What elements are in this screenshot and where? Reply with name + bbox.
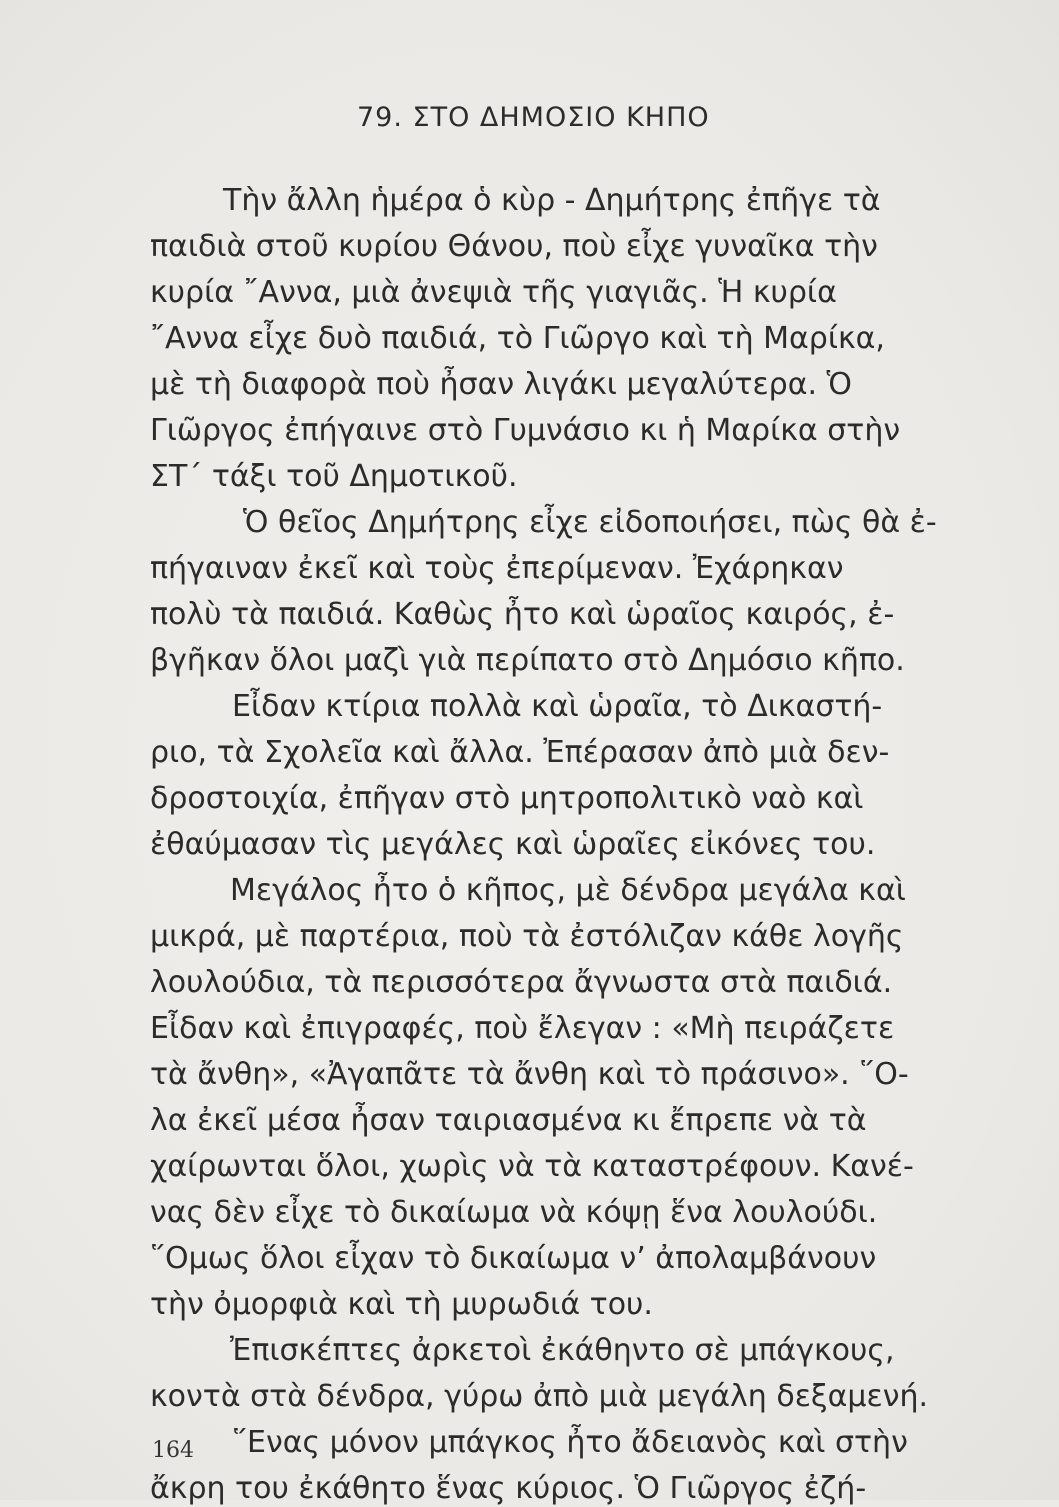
text-line: Ὁ θεῖος Δημήτρης εἶχε εἰδοποιήσει, πὼς θὰ ἐ-: [243, 505, 937, 540]
text-line: ῞Ομως ὅλοι εἶχαν τὸ δικαίωμα ν’ ἀπολαμβάνουν: [150, 1241, 877, 1276]
text-line: τὰ ἄνθη», «Ἀγαπᾶτε τὰ ἄνθη καὶ τὸ πράσινο». ῞Ο-: [150, 1057, 909, 1092]
chapter-title: 79. ΣΤΟ ΔΗΜΟΣΙΟ ΚΗΠΟ: [357, 102, 710, 133]
text-line: τὴν ὀμορφιὰ καὶ τὴ μυρωδιά του.: [150, 1287, 653, 1322]
text-line: κυρία ῎Αννα, μιὰ ἀνεψιὰ τῆς γιαγιᾶς. Ἡ κυρία: [150, 275, 837, 310]
text-line: ῞Ενας μόνον μπάγκος ἦτο ἄδειανὸς καὶ στὴν: [232, 1425, 908, 1460]
text-line: ῎Αννα εἶχε δυὸ παιδιά, τὸ Γιῶργο καὶ τὴ Μαρίκα,: [150, 321, 885, 356]
text-line: πολὺ τὰ παιδιά. Καθὼς ἦτο καὶ ὡραῖος καιρός, ἐ-: [150, 597, 895, 632]
text-line: παιδιὰ στοῦ κυρίου Θάνου, ποὺ εἶχε γυναῖκα τὴν: [150, 229, 878, 264]
text-line: λα ἐκεῖ μέσα ἦσαν ταιριασμένα κι ἔπρεπε νὰ τὰ: [150, 1103, 867, 1138]
text-line: κοντὰ στὰ δένδρα, γύρω ἀπὸ μιὰ μεγάλη δεξαμενή.: [150, 1379, 929, 1414]
text-line: λουλούδια, τὰ περισσότερα ἄγνωστα στὰ παιδιά.: [150, 965, 893, 1000]
page-number: 164: [152, 1438, 194, 1463]
text-line: ἄκρη του ἐκάθητο ἕνας κύριος. Ὁ Γιῶργος ἐζή-: [150, 1471, 867, 1506]
text-line: ΣΤ΄ τάξι τοῦ Δημοτικοῦ.: [150, 459, 518, 494]
text-line: Γιῶργος ἐπήγαινε στὸ Γυμνάσιο κι ἡ Μαρίκα στὴν: [150, 413, 901, 448]
text-line: Τὴν ἄλλη ἡμέρα ὁ κὺρ - Δημήτρης ἐπῆγε τὰ: [223, 183, 881, 218]
text-line: πήγαιναν ἐκεῖ καὶ τοὺς ἐπερίμεναν. Ἐχάρηκαν: [150, 551, 844, 586]
text-line: Ἐπισκέπτες ἀρκετοὶ ἐκάθηντο σὲ μπάγκους,: [230, 1333, 895, 1368]
text-line: ἐθαύμασαν τὶς μεγάλες καὶ ὡραῖες εἰκόνες του.: [150, 827, 876, 862]
text-line: δροστοιχία, ἐπῆγαν στὸ μητροπολιτικὸ ναὸ καὶ: [150, 781, 864, 816]
text-line: χαίρωνται ὅλοι, χωρὶς νὰ τὰ καταστρέφουν. Κανέ-: [150, 1149, 914, 1184]
text-line: ριο, τὰ Σχολεῖα καὶ ἄλλα. Ἐπέρασαν ἀπὸ μιὰ δεν-: [150, 735, 890, 770]
text-line: νας δὲν εἶχε τὸ δικαίωμα νὰ κόψῃ ἕνα λουλούδι.: [150, 1195, 878, 1230]
text-line: μὲ τὴ διαφορὰ ποὺ ἦσαν λιγάκι μεγαλύτερα. Ὁ: [150, 367, 852, 402]
text-line: μικρά, μὲ παρτέρια, ποὺ τὰ ἐστόλιζαν κάθε λογῆς: [150, 919, 904, 954]
text-line: Εἶδαν κτίρια πολλὰ καὶ ὡραῖα, τὸ Δικαστή-: [232, 689, 883, 724]
text-line: βγῆκαν ὅλοι μαζὶ γιὰ περίπατο στὸ Δημόσιο κῆπο.: [150, 643, 905, 678]
text-line: Μεγάλος ἦτο ὁ κῆπος, μὲ δένδρα μεγάλα καὶ: [230, 873, 906, 908]
text-line: Εἶδαν καὶ ἐπιγραφές, ποὺ ἔλεγαν : «Μὴ πειράζετε: [150, 1011, 895, 1046]
